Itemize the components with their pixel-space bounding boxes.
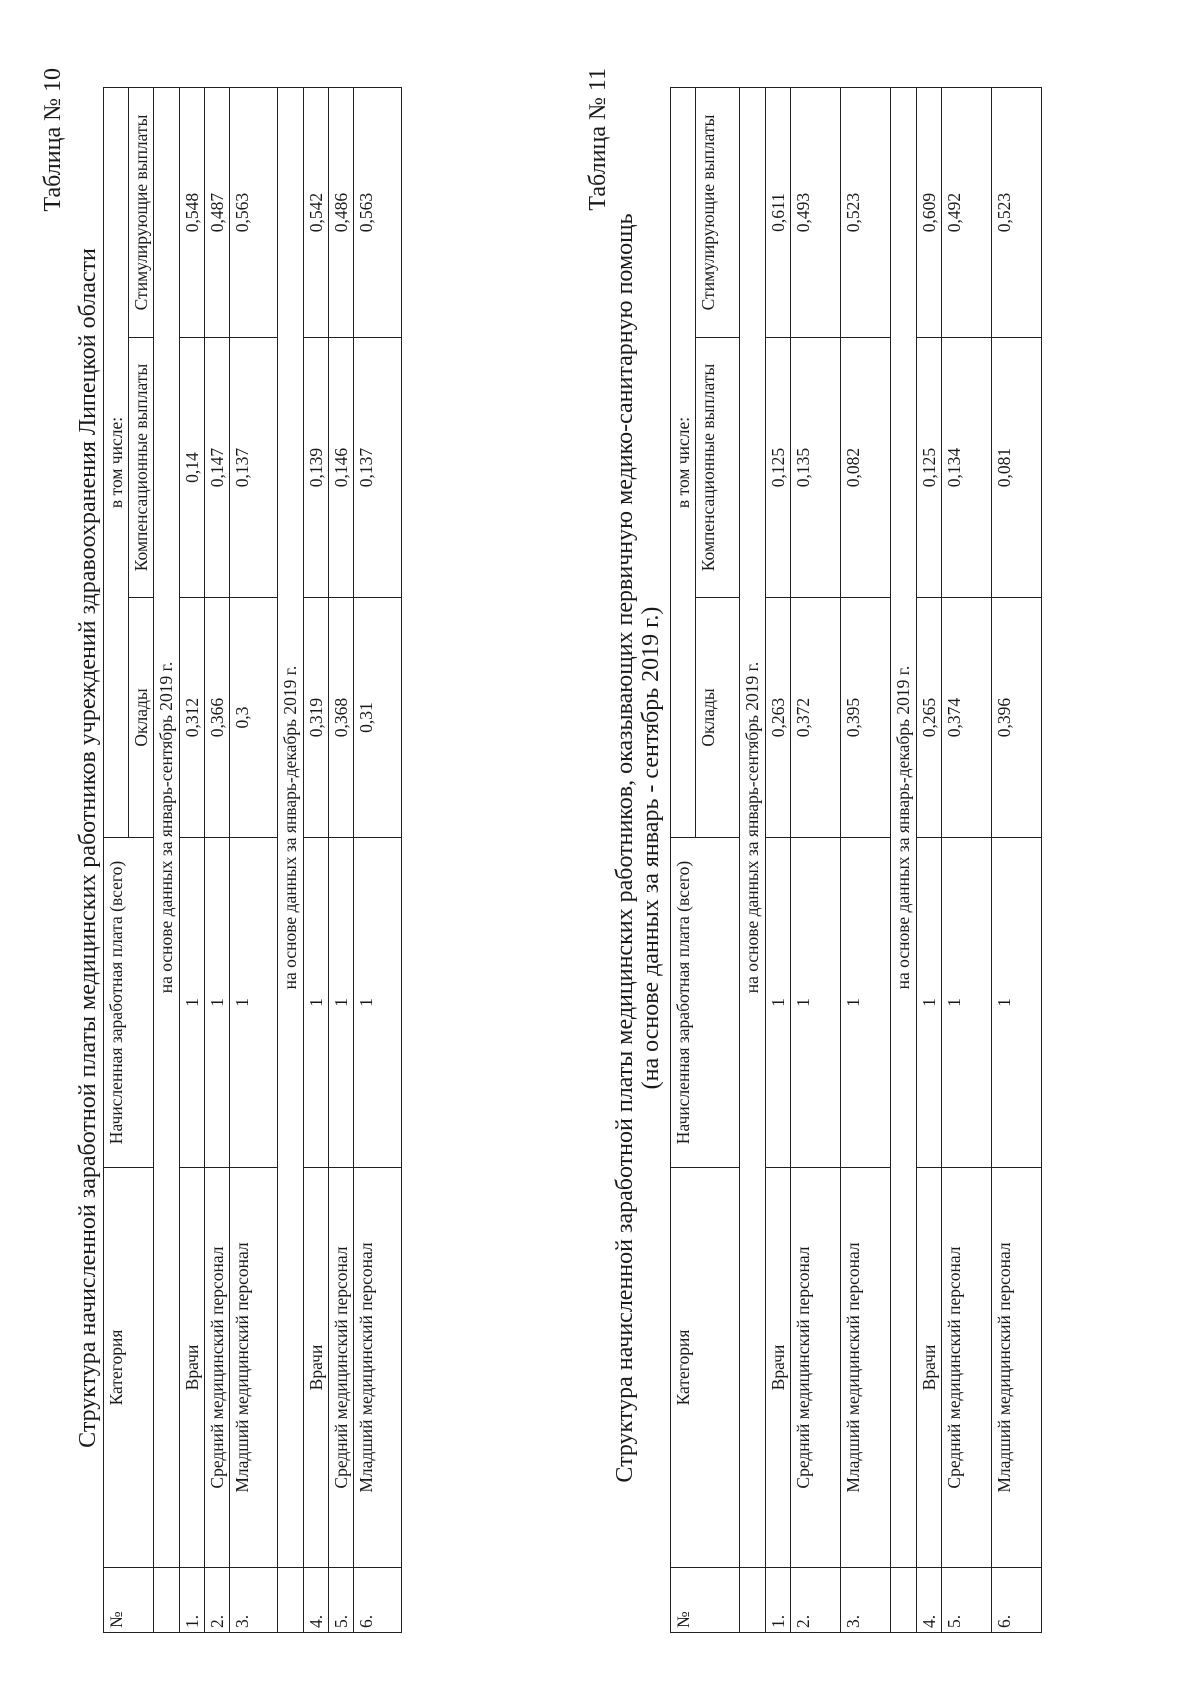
row-stim: 0,611	[766, 88, 791, 338]
table10	[103, 87, 402, 1633]
table10-header-no: №	[104, 1568, 154, 1633]
row-comp: 0,134	[942, 338, 992, 598]
row-stim: 0,523	[992, 88, 1042, 338]
table11-header-stim: Стимулирующие выплаты	[696, 88, 740, 338]
table11	[670, 87, 1042, 1633]
row-comp: 0,147	[205, 338, 230, 598]
table11-header-no: №	[671, 1568, 740, 1633]
row-number: 3.	[230, 1568, 278, 1633]
row-salary: 0,31	[354, 598, 402, 838]
table-row	[791, 88, 841, 1633]
row-number: 2.	[791, 1568, 841, 1633]
row-category: Врачи	[304, 1168, 329, 1568]
row-total: 1	[917, 838, 942, 1168]
row-total: 1	[791, 838, 841, 1168]
table-row	[992, 88, 1042, 1633]
table10-header-category: Категория	[104, 1168, 154, 1568]
row-salary: 0,368	[329, 598, 354, 838]
row-comp: 0,125	[766, 338, 791, 598]
row-comp: 0,135	[791, 338, 841, 598]
row-comp: 0,146	[329, 338, 354, 598]
row-comp: 0,081	[992, 338, 1042, 598]
row-salary: 0,372	[791, 598, 841, 838]
row-comp: 0,137	[230, 338, 278, 598]
row-number: 1.	[180, 1568, 205, 1633]
table-row	[180, 88, 205, 1633]
row-salary: 0,366	[205, 598, 230, 838]
row-salary: 0,312	[180, 598, 205, 838]
row-salary: 0,3	[230, 598, 278, 838]
table11-header-category: Категория	[671, 1168, 740, 1568]
row-stim: 0,563	[230, 88, 278, 338]
row-comp: 0,139	[304, 338, 329, 598]
row-stim: 0,493	[791, 88, 841, 338]
table11-subtitle: (на основе данных за январь - сентябрь 2019 г.)	[638, 606, 664, 1090]
row-salary: 0,263	[766, 598, 791, 838]
row-comp: 0,082	[841, 338, 891, 598]
row-salary: 0,319	[304, 598, 329, 838]
row-comp: 0,14	[180, 338, 205, 598]
table11-section-2: на основе данных за январь-декабрь 2019 г.	[891, 88, 917, 1568]
table10-header-salary: Оклады	[129, 598, 154, 838]
table10-section-1: на основе данных за январь-сентябрь 2019 г.	[154, 88, 180, 1568]
row-category: Средний медицинский персонал	[791, 1168, 841, 1568]
row-total: 1	[230, 838, 278, 1168]
table-row	[329, 88, 354, 1633]
row-salary: 0,396	[992, 598, 1042, 838]
row-salary: 0,265	[917, 598, 942, 838]
table-row	[205, 88, 230, 1633]
row-category: Младший медицинский персонал	[354, 1168, 402, 1568]
table-row	[354, 88, 402, 1633]
row-number: 5.	[329, 1568, 354, 1633]
table10-header-in-total: в том числе:	[104, 88, 129, 838]
row-total: 1	[766, 838, 791, 1168]
row-total: 1	[329, 838, 354, 1168]
row-category: Младший медицинский персонал	[992, 1168, 1042, 1568]
row-number: 6.	[354, 1568, 402, 1633]
row-category: Врачи	[917, 1168, 942, 1568]
table10-header-total: Начисленная заработная плата (всего)	[104, 838, 154, 1168]
row-stim: 0,548	[180, 88, 205, 338]
table11-header-salary: Оклады	[696, 598, 740, 838]
table11-header-comp: Компенсационные выплаты	[696, 338, 740, 598]
table10-number: Таблица № 10	[40, 68, 66, 212]
row-stim: 0,523	[841, 88, 891, 338]
row-number: 5.	[942, 1568, 992, 1633]
rotated-page	[0, 48, 1200, 1648]
table11-number: Таблица № 11	[585, 68, 611, 211]
table-row	[304, 88, 329, 1633]
row-category: Младший медицинский персонал	[230, 1168, 278, 1568]
row-category: Средний медицинский персонал	[942, 1168, 992, 1568]
table-row	[230, 88, 278, 1633]
row-number: 4.	[917, 1568, 942, 1633]
table11-title: Структура начисленной заработной платы медицинских работников, оказывающих первичную медико-санитарную помощь	[612, 213, 638, 1483]
table10-header-stim: Стимулирующие выплаты	[129, 88, 154, 338]
row-stim: 0,486	[329, 88, 354, 338]
row-total: 1	[304, 838, 329, 1168]
row-category: Врачи	[180, 1168, 205, 1568]
table11-section-1: на основе данных за январь-сентябрь 2019 г.	[740, 88, 766, 1568]
row-number: 6.	[992, 1568, 1042, 1633]
table10-title: Структура начисленной заработной платы медицинских работников учреждений здравоохранения Липецкой области	[75, 248, 101, 1448]
row-total: 1	[180, 838, 205, 1168]
row-total: 1	[992, 838, 1042, 1168]
row-number: 4.	[304, 1568, 329, 1633]
table11-header-total: Начисленная заработная плата (всего)	[671, 838, 740, 1168]
row-stim: 0,492	[942, 88, 992, 338]
row-stim: 0,487	[205, 88, 230, 338]
row-total: 1	[354, 838, 402, 1168]
row-category: Средний медицинский персонал	[329, 1168, 354, 1568]
row-comp: 0,125	[917, 338, 942, 598]
table-row	[917, 88, 942, 1633]
row-category: Младший медицинский персонал	[841, 1168, 891, 1568]
row-salary: 0,374	[942, 598, 992, 838]
row-total: 1	[942, 838, 992, 1168]
table-row	[841, 88, 891, 1633]
row-number: 1.	[766, 1568, 791, 1633]
row-stim: 0,563	[354, 88, 402, 338]
table-row	[766, 88, 791, 1633]
row-total: 1	[841, 838, 891, 1168]
table11-header-in-total: в том числе:	[671, 88, 696, 838]
row-stim: 0,609	[917, 88, 942, 338]
row-stim: 0,542	[304, 88, 329, 338]
row-number: 3.	[841, 1568, 891, 1633]
table-row	[942, 88, 992, 1633]
row-salary: 0,395	[841, 598, 891, 838]
row-category: Средний медицинский персонал	[205, 1168, 230, 1568]
row-total: 1	[205, 838, 230, 1168]
row-number: 2.	[205, 1568, 230, 1633]
table10-header-comp: Компенсационные выплаты	[129, 338, 154, 598]
table10-section-2: на основе данных за январь-декабрь 2019 г.	[278, 88, 304, 1568]
row-comp: 0,137	[354, 338, 402, 598]
row-category: Врачи	[766, 1168, 791, 1568]
